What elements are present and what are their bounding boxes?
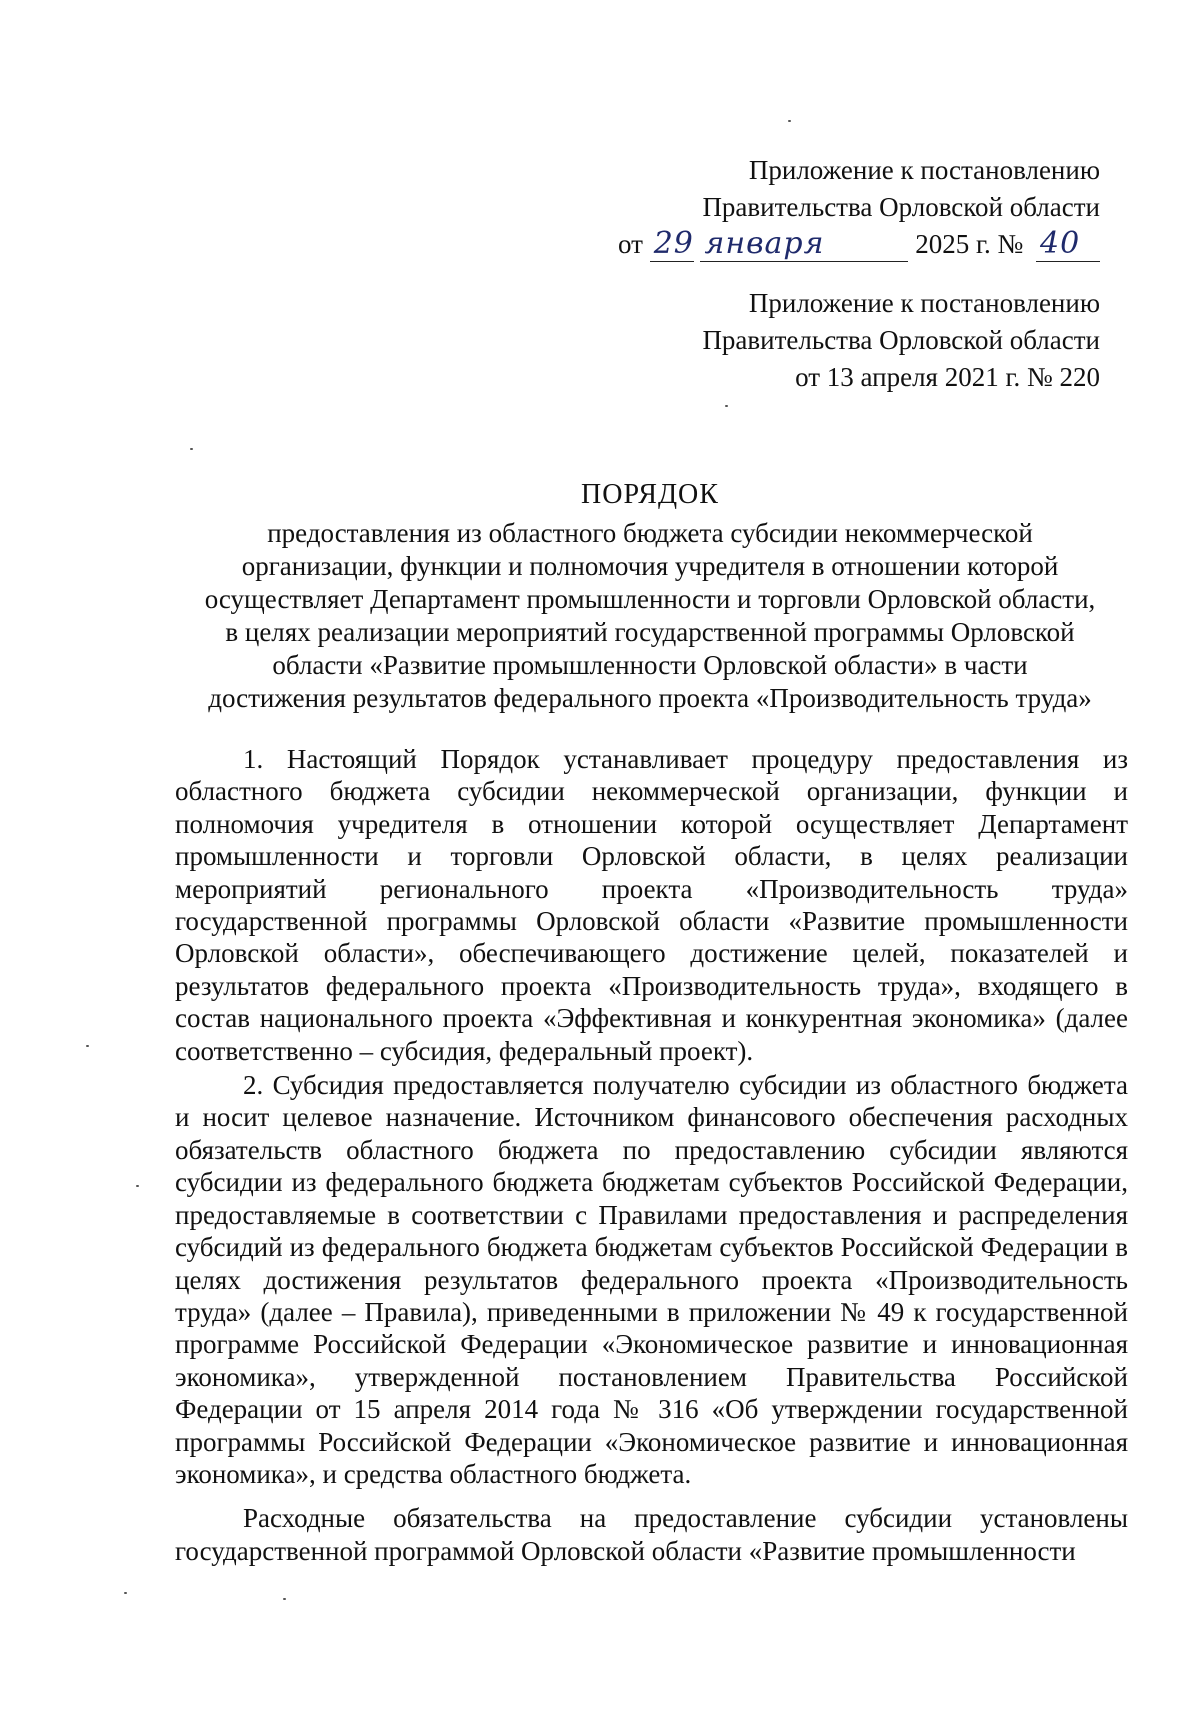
handwritten-day: 29 — [650, 227, 694, 262]
document-body — [175, 743, 1128, 1567]
appendix-current-date — [580, 226, 1100, 263]
date-year: 2025 г. № — [915, 229, 1024, 259]
date-prefix: от — [618, 229, 643, 259]
subtitle-line: в целях реализации мероприятий государственной программы Орловской — [225, 617, 1075, 647]
appendix-current-header — [580, 152, 1100, 263]
subtitle-line: предоставления из областного бюджета субсидии некоммерческой — [267, 518, 1033, 548]
subtitle-line: организации, функции и полномочия учредителя в отношении которой — [241, 551, 1059, 581]
appendix-current-line2: Правительства Орловской области — [702, 192, 1100, 222]
paragraph-3: Расходные обязательства на предоставление субсидии установлены государственной программой Орловской области «Развитие промышленности — [175, 1503, 1128, 1566]
scan-speck — [86, 1045, 89, 1047]
subtitle-line: области «Развитие промышленности Орловской области» в части — [272, 650, 1028, 680]
subtitle-line: осуществляет Департамент промышленности и торговли Орловской области, — [204, 584, 1096, 614]
subtitle-line: достижения результатов федерального проекта «Производительность труда» — [208, 683, 1092, 713]
scan-speck — [136, 1185, 139, 1187]
handwritten-month: января — [700, 227, 908, 262]
appendix-original-header — [580, 285, 1100, 396]
scan-speck — [190, 448, 193, 450]
appendix-current-line1: Приложение к постановлению — [748, 155, 1100, 185]
paragraph-2: 2. Субсидия предоставляется получателю субсидии из областного бюджета и носит целевое назначение. Источником финансового обеспечения расходных обязательств областного бюджета по предоставлению субсидии являются субсидии из федерального бюджета бюджетам субъектов Российской Федерации, предоставляемые в соответствии с Правилами предоставления и распределения субсидий из федерального бюджета бюджетам субъектов Российской Федерации в целях достижения результатов федерального проекта «Производительность труда» (далее – Правила), приведенными в приложении № 49 к государственной программе Российской Федерации «Экономическое развитие и инновационная экономика», утвержденной постановлением Правительства Российской Федерации от 15 апреля 2014 года № 316 «Об утверждении государственной программы Российской Федерации «Экономическое развитие и инновационная экономика», и средства областного бюджета. — [175, 1070, 1128, 1489]
scan-speck — [283, 1598, 286, 1600]
paragraph-1: 1. Настоящий Порядок устанавливает процедуру предоставления из областного бюджета субсидии некоммерческой организации, функции и полномочия учредителя в отношении которой осуществляет Департамент промышленности и торговли Орловской области, в целях реализации мероприятий регионального проекта «Производительность труда» государственной программы Орловской области «Развитие промышленности Орловской области», обеспечивающего достижение целей, показателей и результатов федерального проекта «Производительность труда», входящего в состав национального проекта «Эффективная и конкурентная экономика» (далее соответственно – субсидия, федеральный проект). — [175, 744, 1128, 1066]
scan-speck — [725, 405, 728, 407]
appendix-original-line1: Приложение к постановлению — [748, 288, 1100, 318]
appendix-original-line3: от 13 апреля 2021 г. № 220 — [795, 362, 1100, 392]
document-title: ПОРЯДОК — [581, 479, 719, 510]
document-subtitle — [170, 517, 1130, 715]
document-title-block — [170, 477, 1130, 715]
appendix-original-line2: Правительства Орловской области — [702, 325, 1100, 355]
scan-speck — [124, 1592, 127, 1594]
scan-speck — [788, 120, 791, 122]
handwritten-doc-number: 40 — [1036, 227, 1100, 262]
